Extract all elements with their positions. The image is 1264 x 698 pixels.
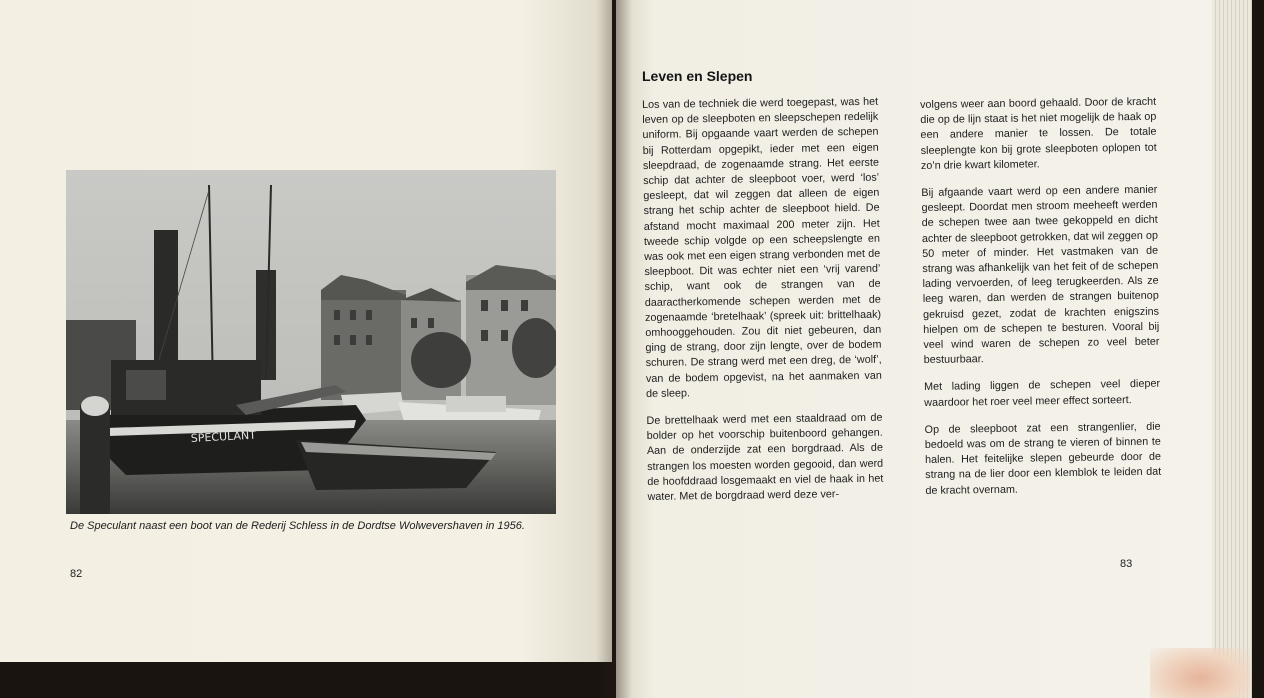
paragraph: De brettelhaak werd met een staaldraad om de bolder op het voorschip buitenboord gehangen. Aan de onderzijde zat een borgdraad. Als de strangen los moesten worden gegooid, dan werd de hoofddraad losgemaakt en viel de haak in het water. Met de borgdraad werd deze ver- bbox=[646, 411, 884, 504]
page-edges bbox=[1212, 0, 1252, 698]
text-column-left bbox=[642, 95, 884, 518]
photo-caption: De Speculant naast een boot van de Rederij Schless in de Dordtse Wolwevershaven in 1956. bbox=[70, 520, 525, 532]
paragraph: Los van de techniek die werd toegepast, was het leven op de sleepboten en sleepschepen redelijk uniform. Bij opgaande vaart werden de schepen bij Rotterdam opgepikt, ieder met een eigen sleepdraad, de zogenaamde strang. Het eerste schip dat achter de sleepboot voer, werd ‘los’ gesleept, dat wil zeggen dat alleen de eigen strang het schip achter de sleepboot hield. De afstand mocht maximaal 200 meter zijn. Het tweede schip volgde op een scheepslengte en was ook met een eigen strang verbonden met de sleepboot. Dit was echter niet een ‘vrij varend’ schip, want ook de strangen van de daaractherkomende schepen werden met de zogenaamde ‘bretelhaak’ (spreek uit: brittelhaak) omhooggehouden. Zou dit niet gebeuren, dan ging de strang, door zijn lengte, over de bodem schuren. De strang werd met een dreg, de ‘wolf’, van de bodem opgevist, na het aanmaken van de sleep. bbox=[642, 95, 882, 400]
section-heading: Leven en Slepen bbox=[642, 68, 753, 84]
paragraph: volgens weer aan boord gehaald. Door de kracht die op de lijn staat is het niet mogelijk de haak op een andere manier te lossen. De totale sleeplengte kon bij grote sleepboten oplopen tot zo’n drie kwart kilometer. bbox=[920, 95, 1157, 172]
page-number-left: 82 bbox=[70, 568, 83, 580]
harbour-photo bbox=[66, 170, 556, 514]
harbour-photo-drawing bbox=[66, 170, 556, 514]
paragraph: Bij afgaande vaart werd op een andere manier gesleept. Doordat men stroom meeheeft werden de schepen twee aan twee gekoppeld en dicht achter de sleepboot getrokken, dat wil zeggen op 50 meter of minder. Het vastmaken van de strang was afhankelijk van het feit of de schepen lading vervoerden, of leeg terugkeerden. Als ze leeg waren, dan werden de strangen buitenop gekruisd gezet, zodat de krachten enigszins hielpen om de schepen te besturen. Vooral bij veel wind waren de schepen zo veel beter bestuurbaar. bbox=[921, 183, 1160, 367]
paragraph: Op de sleepboot zat een strangenlier, die bedoeld was om de strang te vieren of binnen te halen. Het feitelijke slepen gebeurde door de strang na de lier door een klemblok te leiden dat de kracht overnam. bbox=[924, 420, 1162, 497]
text-column-right bbox=[920, 95, 1162, 511]
paragraph: Met lading liggen de schepen veel dieper waardoor het roer veel meer effect sorteert. bbox=[923, 378, 1161, 409]
corner-stain bbox=[1150, 648, 1250, 698]
book-spine bbox=[596, 0, 632, 698]
boat-name-label: SPECULANT bbox=[190, 428, 257, 445]
page-number-right: 83 bbox=[1120, 558, 1133, 570]
left-page bbox=[0, 0, 612, 662]
